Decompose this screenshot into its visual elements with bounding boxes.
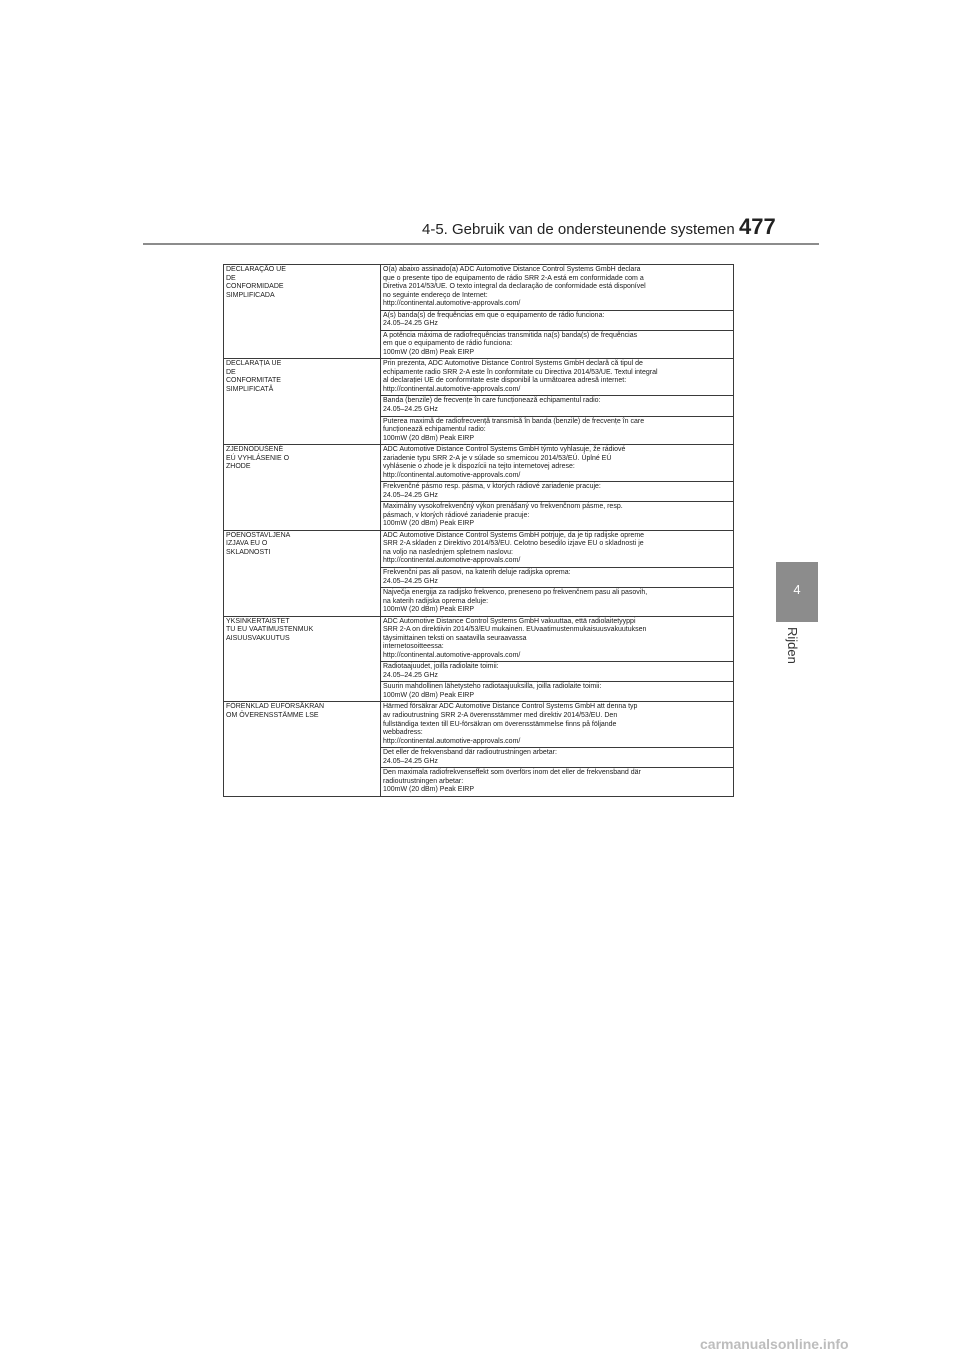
declaration-statement-cell [381,616,734,662]
declaration-statement: ADC Automotive Distance Control Systems GmbH vakuuttaa, että radiolaitetyyppi SRR 2-A on direktiivin 2014/53/EU mukainen. EUvaatimustenmukaisuusvakuutuksen täysimittainen teksti on saatavilla seuraavassa internetosoitteessa: http://continental.automotive-approvals.com/ [383,617,647,659]
declaration-title-text: ZJEDNODUŠENÉ EÚ VYHLÁSENIE O ZHODE [226,446,290,471]
max-power-label: Maximálny vysokofrekvenčný výkon prenášaný vo frekvenčnom pásme, resp. pásmach, v ktorých rádiové zariadenie pracuje: [383,503,623,519]
chapter-number: 4 [793,582,801,597]
declaration-row [224,359,734,396]
declaration-row [224,702,734,748]
max-power-cell [381,768,734,797]
declaration-language-title [224,702,381,796]
max-power-value: 100mW (20 dBm) Peak EIRP [383,348,475,356]
max-power-value: 100mW (20 dBm) Peak EIRP [383,434,475,442]
max-power-value: 100mW (20 dBm) Peak EIRP [383,691,475,699]
declaration-row [224,445,734,482]
watermark: carmanualsonline.info [700,1336,849,1352]
frequency-band-label: Det eller de frekvensband där radioutrustningen arbetar: [383,749,557,757]
frequency-band-cell [381,568,734,588]
frequency-band-value: 24.05–24.25 GHz [383,577,438,585]
declaration-language-title [224,530,381,616]
max-power-cell [381,330,734,359]
declaration-row [224,265,734,311]
declaration-title-text: DECLARAÇÃO UE DE CONFORMIDADE SIMPLIFICADA [226,266,286,299]
frequency-band-label: Banda (benzile) de frecvențe în care funcționează echipamentul radio: [383,397,601,405]
max-power-cell [381,682,734,702]
declaration-language-title [224,265,381,359]
frequency-band-cell [381,748,734,768]
frequency-band-value: 24.05–24.25 GHz [383,757,438,765]
page-header [0,0,960,250]
frequency-band-cell [381,396,734,416]
declaration-title-text: YKSINKERTAISTET TU EU VAATIMUSTENMUK AISUUSVAKUUTUS [226,617,314,642]
declaration-statement-cell [381,702,734,748]
declaration-statement-cell [381,265,734,311]
max-power-cell [381,502,734,531]
max-power-value: 100mW (20 dBm) Peak EIRP [383,606,475,614]
declaration-title-text: FÖRENKLAD EUFÖRSÄKRAN OM ÖVERENSSTÄMME LSE [226,703,325,719]
declaration-statement-cell [381,445,734,482]
max-power-label: A potência máxima de radiofrequências transmitida na(s) banda(s) de frequências em que o equipamento de rádio funciona: [383,331,638,348]
max-power-cell [381,416,734,445]
declaration-statement-cell [381,530,734,567]
frequency-band-label: A(s) banda(s) de frequências em que o equipamento de rádio funciona: [383,311,605,319]
declaration-statement: Härmed försäkrar ADC Automotive Distance Control Systems GmbH att denna typ av radioutrustning SRR 2-A överensstämmer med direktiv 2014/53/EU. Den fullständiga texten till EU-försäkran om överensstämmelse finns på följande webbadress: http://continental.automotive-approvals.com/ [383,703,638,745]
frequency-band-cell [381,310,734,330]
declaration-statement: ADC Automotive Distance Control Systems GmbH potrjuje, da je tip radijske opreme SRR 2-A skladen z Direktivo 2014/53/EU. Celotno besedilo izjave EU o skladnosti je na voljo na naslednjem spletnem naslovu: http://continental.automotive-approvals.com/ [383,531,645,565]
declaration-statement: ADC Automotive Distance Control Systems GmbH týmto vyhlasuje, že rádiové zariadenie typu SRR 2-A je v súlade so smernicou 2014/53/EÚ. Úplné EÚ vyhlásenie o zhode je k dispozícii na tejto internetovej adrese: http://continental.automotive-approvals.com/ [383,446,626,479]
declaration-table [223,264,734,797]
frequency-band-value: 24.05–24.25 GHz [383,491,438,499]
max-power-label: Puterea maximă de radiofrecvență transmisă în banda (benzile) de frecvențe în care funcționează echipamentul radio: [383,417,645,434]
chapter-label: Rijden [785,627,800,664]
declaration-statement: O(a) abaixo assinado(a) ADC Automotive Distance Control Systems GmbH declara que o presente tipo de equipamento de rádio SRR 2-A está em conformidade com a Diretiva 2014/53/UE. O texto integral da declaração de conformidade está disponível no seguinte endereço de Internet: http://continental.automotive-approvals.com/ [383,266,646,308]
declaration-title-text: POENOSTAVLJENA IZJAVA EU O SKLADNOSTI [226,531,291,556]
max-power-label: Največja energija za radijsko frekvenco, preneseno po frekvenčnem pasu ali pasovih, na katerih radijska oprema deluje: [383,589,648,605]
frequency-band-label: Radiotaajuudet, joilla radiolaite toimii: [383,663,499,671]
declaration-statement: Prin prezenta, ADC Automotive Distance Control Systems GmbH declară că tipul de echipamente radio SRR 2-A este în conformitate cu Directiva 2014/53/UE. Textul integral al declarației UE de conformitate este disponibil la următoarea adresă internet: http://continental.automotive-approvals.com/ [383,360,658,393]
declaration-title-text: DECLARAȚIA UE DE CONFORMITATE SIMPLIFICATĂ [226,360,282,393]
max-power-label: Suurin mahdollinen lähetysteho radiotaajuuksilla, joilla radiolaite toimii: [383,683,602,691]
frequency-band-cell [381,662,734,682]
declaration-row [224,616,734,662]
frequency-band-label: Frekvenčni pas ali pasovi, na katerih deluje radijska oprema: [383,569,571,576]
section-title: 4-5. Gebruik van de ondersteunende systemen [422,221,735,238]
declaration-row [224,530,734,567]
max-power-cell [381,588,734,617]
declaration-statement-cell [381,359,734,396]
frequency-band-value: 24.05–24.25 GHz [383,671,438,679]
max-power-label: Den maximala radiofrekvenseffekt som överförs inom det eller de frekvensband där radioutrustningen arbetar: [383,769,641,785]
declaration-language-title [224,616,381,702]
max-power-value: 100mW (20 dBm) Peak EIRP [383,520,475,528]
declaration-language-title [224,445,381,531]
frequency-band-cell [381,482,734,502]
max-power-value: 100mW (20 dBm) Peak EIRP [383,786,475,794]
frequency-band-label: Frekvenčné pásmo resp. pásma, v ktorých rádiové zariadenie pracuje: [383,483,601,491]
page-number: 477 [739,214,776,239]
frequency-band-value: 24.05–24.25 GHz [383,405,438,413]
frequency-band-value: 24.05–24.25 GHz [383,320,438,328]
header-divider [143,243,819,245]
declaration-language-title [224,359,381,445]
chapter-tab [776,562,818,622]
